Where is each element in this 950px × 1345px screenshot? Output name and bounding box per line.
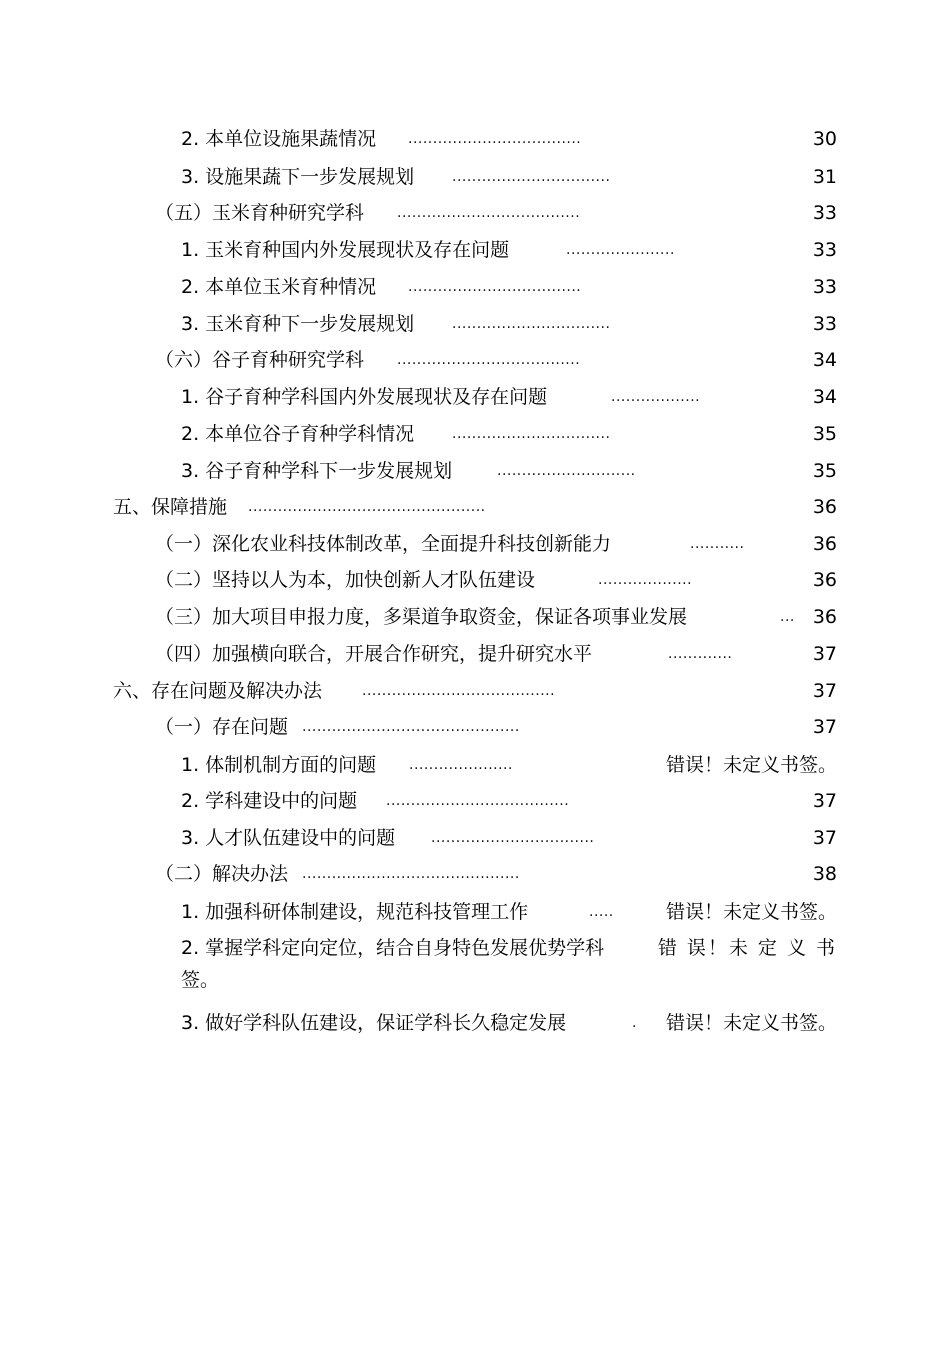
toc-entry-title: （五）玉米育种研究学科: [155, 202, 365, 224]
toc-entry-leader-dots: ............................................: [302, 719, 520, 735]
toc-entry-title: 2. 掌握学科定向定位，结合自身特色发展优势学科: [181, 937, 605, 959]
toc-entry[interactable]: [181, 235, 837, 265]
toc-entry-leader-dots: ............................: [497, 463, 636, 479]
toc-entry-page: 36: [812, 496, 837, 518]
toc-entry-page: 37: [812, 716, 837, 738]
toc-entry-title: （二）坚持以人为本，加快创新人才队伍建设: [155, 569, 536, 591]
toc-entry-leader-dots: .....................: [409, 757, 513, 773]
toc-entry[interactable]: [181, 750, 837, 780]
toc-entry-page: 30: [812, 128, 837, 150]
toc-entry-page: 37: [812, 827, 837, 849]
toc-entry-page: 35: [812, 423, 837, 445]
toc-entry-leader-dots: .................................: [431, 830, 595, 846]
toc-entry[interactable]: [181, 309, 837, 339]
toc-entry-page: 36: [812, 533, 837, 555]
toc-entry-leader-dots: ......................: [566, 242, 675, 258]
toc-entry-leader-dots: ................................................: [248, 499, 486, 515]
toc-entry[interactable]: [113, 492, 837, 522]
toc-entry-page-continuation: 签。: [181, 969, 220, 991]
toc-entry[interactable]: [181, 933, 837, 963]
toc-entry-title: （四）加强横向联合，开展合作研究，提升研究水平: [155, 643, 593, 665]
toc-entry-leader-dots: ...................................: [408, 131, 582, 147]
toc-entry[interactable]: [155, 859, 837, 889]
toc-entry-leader-dots: .....................................: [386, 793, 570, 809]
toc-entry-page: 错 误！未 定 义 书: [657, 937, 837, 959]
toc-entry[interactable]: [155, 712, 837, 742]
toc-entry-page: 错误！未定义书签。: [665, 754, 837, 776]
toc-entry-leader-dots: ............................................: [302, 866, 520, 882]
toc-entry-page: 37: [812, 790, 837, 812]
toc-entry-title: 2. 本单位玉米育种情况: [181, 276, 377, 298]
toc-entry[interactable]: [181, 823, 837, 853]
toc-entry-leader-dots: ................................: [452, 426, 611, 442]
toc-entry-page: 35: [812, 460, 837, 482]
toc-entry[interactable]: [181, 897, 837, 927]
toc-entry-title: 1. 加强科研体制建设，规范科技管理工作: [181, 901, 529, 923]
toc-entry-title: 3. 设施果蔬下一步发展规划: [181, 166, 415, 188]
toc-entry-title: 1. 谷子育种学科国内外发展现状及存在问题: [181, 386, 548, 408]
toc-entry-title: （一）存在问题: [155, 716, 289, 738]
toc-entry[interactable]: [155, 529, 837, 559]
toc-entry[interactable]: [155, 198, 837, 228]
toc-entry-leader-dots: ..................: [611, 389, 701, 405]
toc-entry-page: 33: [812, 313, 837, 335]
toc-entry-page: 33: [812, 239, 837, 261]
toc-entry-title: （一）深化农业科技体制改革，全面提升科技创新能力: [155, 533, 612, 555]
toc-entry[interactable]: [181, 124, 837, 154]
toc-entry-page: 37: [812, 680, 837, 702]
toc-entry-page: 36: [812, 606, 837, 628]
toc-entry[interactable]: [155, 565, 837, 595]
toc-entry-title: 3. 人才队伍建设中的问题: [181, 827, 396, 849]
toc-entry-title: 3. 谷子育种学科下一步发展规划: [181, 460, 453, 482]
toc-entry-title: （三）加大项目申报力度，多渠道争取资金，保证各项事业发展: [155, 606, 688, 628]
toc-entry-page: 错误！未定义书签。: [665, 901, 837, 923]
toc-entry-page: 38: [812, 863, 837, 885]
toc-entry-title: 2. 学科建设中的问题: [181, 790, 358, 812]
toc-entry[interactable]: [181, 162, 837, 192]
toc-entry[interactable]: [181, 1008, 837, 1038]
toc-entry-title: 1. 体制机制方面的问题: [181, 754, 377, 776]
toc-entry-title: （六）谷子育种研究学科: [155, 349, 365, 371]
toc-entry-page: 37: [812, 643, 837, 665]
toc-entry-title: 2. 本单位谷子育种学科情况: [181, 423, 415, 445]
toc-entry-leader-dots: .....................................: [397, 352, 581, 368]
toc-entry-title: 六、存在问题及解决办法: [113, 680, 323, 702]
toc-entry[interactable]: [181, 382, 837, 412]
toc-entry[interactable]: [155, 639, 837, 669]
toc-entry-page: 34: [812, 349, 837, 371]
toc-entry-title: 五、保障措施: [113, 496, 228, 518]
toc-entry-leader-dots: ...................: [598, 572, 693, 588]
toc-entry-leader-dots: .............: [668, 646, 733, 662]
toc-entry-leader-dots: ...: [780, 609, 795, 625]
toc-entry-title: 1. 玉米育种国内外发展现状及存在问题: [181, 239, 510, 261]
toc-entry[interactable]: [155, 602, 837, 632]
toc-entry-page: 34: [812, 386, 837, 408]
toc-entry-leader-dots: .....................................: [397, 205, 581, 221]
toc-entry-leader-dots: ................................: [452, 169, 611, 185]
toc-entry-leader-dots: ................................: [452, 316, 611, 332]
toc-entry[interactable]: [181, 419, 837, 449]
toc-entry-leader-dots: .....: [589, 904, 614, 920]
toc-entry[interactable]: [113, 676, 837, 706]
toc-entry-page: 33: [812, 276, 837, 298]
toc-entry[interactable]: [181, 272, 837, 302]
toc-entry-title: 3. 玉米育种下一步发展规划: [181, 313, 415, 335]
toc-entry-leader-dots: ...................................: [408, 279, 582, 295]
toc-entry-page: 36: [812, 569, 837, 591]
toc-entry-leader-dots: .: [632, 1015, 637, 1031]
toc-entry-page: 31: [812, 166, 837, 188]
toc-entry-leader-dots: ...........: [690, 536, 745, 552]
toc-entry-title: （二）解决办法: [155, 863, 289, 885]
toc-entry-title: 3. 做好学科队伍建设，保证学科长久稳定发展: [181, 1012, 567, 1034]
toc-entry[interactable]: [181, 786, 837, 816]
toc-entry[interactable]: [155, 345, 837, 375]
toc-entry-leader-dots: .......................................: [362, 683, 556, 699]
toc-entry-title: 2. 本单位设施果蔬情况: [181, 128, 377, 150]
toc-entry[interactable]: [181, 456, 837, 486]
toc-entry-page: 33: [812, 202, 837, 224]
toc-entry-page: 错误！未定义书签。: [665, 1012, 837, 1034]
